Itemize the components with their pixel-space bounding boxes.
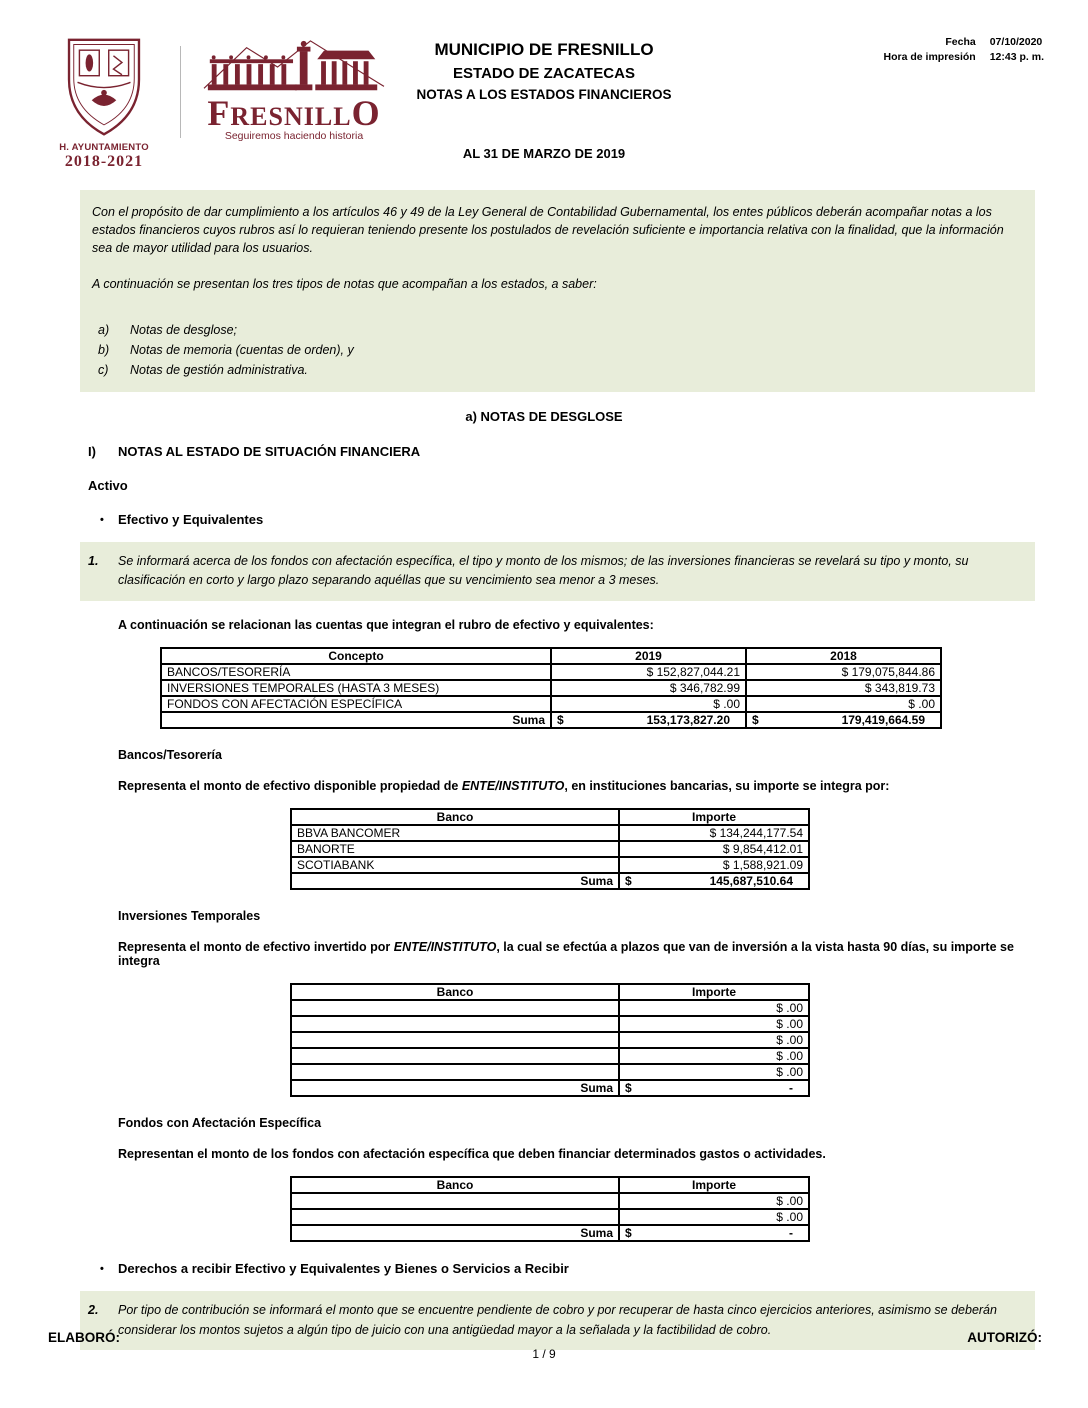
- desc-text: , la cual se efectúa a plazos que van de inversión a la vista hasta 90 días, su importe se integra: [118, 939, 1014, 968]
- intro-paragraph-2: A continuación se presentan los tres tipos de notas que acompañan a los estados, a saber:: [92, 277, 597, 292]
- currency-symbol: $: [557, 712, 564, 727]
- cell-2018: $ .00: [746, 696, 941, 712]
- document-title: MUNICIPIO DE FRESNILLO: [434, 40, 654, 59]
- wordmark-letter: O: [351, 93, 381, 133]
- fecha-value: 07/10/2020: [989, 36, 1043, 48]
- suma-value: 145,687,510.64: [709, 873, 793, 888]
- suma-importe: [619, 1225, 809, 1241]
- table-row: [291, 825, 809, 841]
- cell-importe: $ 134,244,177.54: [619, 825, 809, 841]
- cell-banco: [291, 1048, 619, 1064]
- suma-importe: [619, 1080, 809, 1096]
- note-number: 2.: [88, 1303, 99, 1318]
- cell-banco: [291, 1016, 619, 1032]
- fondos-afectacion-heading: Fondos con Afectación Específica: [118, 1115, 322, 1130]
- list-text: Notas de gestión administrativa.: [130, 362, 308, 377]
- desc-text: Representa el monto de efectivo invertido por: [118, 939, 394, 954]
- cell-importe: $ .00: [619, 1032, 809, 1048]
- column-header-importe: Importe: [619, 984, 809, 1000]
- column-header-2019: 2019: [551, 648, 746, 664]
- document-subtitle-state: ESTADO DE ZACATECAS: [453, 65, 635, 82]
- table-row: [291, 1032, 809, 1048]
- table-header-row: [291, 1177, 809, 1193]
- cell-importe: $ 1,588,921.09: [619, 857, 809, 873]
- cell-importe: $ .00: [619, 1193, 809, 1209]
- table-row: [291, 1016, 809, 1032]
- table-suma-row: [291, 873, 809, 889]
- note-text: Por tipo de contribución se informará el monto que se encuentre pendiente de cobro y por recuperar de hasta cinco ejercicios anteriores, asimismo se deberán considerar los montos sujetos a algún tipo de juicio con una antigüedad mayor a la señalada y la factibilidad de cobro.: [118, 1303, 997, 1337]
- intro-highlight-block: [80, 190, 1035, 392]
- currency-symbol: $: [625, 1225, 632, 1240]
- inversiones-table: [290, 983, 810, 1097]
- desc-text: , en instituciones bancarias, su importe se integra por:: [564, 778, 890, 793]
- table-row: [291, 1048, 809, 1064]
- bancos-table: [290, 808, 810, 890]
- table-row: [161, 680, 941, 696]
- cell-2018: $ 343,819.73: [746, 680, 941, 696]
- derechos-recibir-bullet: [100, 1261, 1035, 1278]
- desc-text: Representa el monto de efectivo disponible propiedad de: [118, 778, 462, 793]
- cell-importe: $ .00: [619, 1000, 809, 1016]
- note-text: Se informará acerca de los fondos con afectación específica, el tipo y monto de los mismos; de las inversiones financieras se revelará su tipo y monto, su clasificación en corto y largo plazo separando aquéllas que su vencimiento sea menor a 3 meses.: [118, 554, 969, 588]
- cell-2019: $ 152,827,044.21: [551, 664, 746, 680]
- table-row: [291, 1064, 809, 1080]
- cell-concepto: BANCOS/TESORERÍA: [161, 664, 551, 680]
- ayuntamiento-years: 2018-2021: [64, 153, 144, 170]
- suma-label: Suma: [291, 1080, 619, 1096]
- section-title-desglose: a) NOTAS DE DESGLOSE: [465, 408, 623, 424]
- list-text: Notas de memoria (cuentas de orden), y: [130, 342, 354, 357]
- fresnillo-wordmark: [194, 93, 394, 133]
- suma-value: 179,419,664.59: [841, 712, 925, 727]
- list-marker: c): [98, 362, 109, 377]
- intro-paragraph-1: Con el propósito de dar cumplimiento a los artículos 46 y 49 de la Ley General de Contabilidad Gubernamental, los entes públicos deberán acompañar notas a los estados financieros cuyos rubros así lo requieran teniendo presente los postulados de revelación suficiente e importancia relativa con la finalidad, que la información sea de mayor utilidad para los usuarios.: [92, 205, 1004, 256]
- column-header-banco: Banco: [291, 809, 619, 825]
- suma-label: Suma: [291, 873, 619, 889]
- cell-2019: $ 346,782.99: [551, 680, 746, 696]
- bullet-label: Derechos a recibir Efectivo y Equivalentes y Bienes o Servicios a Recibir: [118, 1260, 569, 1276]
- list-marker: a): [98, 322, 110, 337]
- cell-concepto: FONDOS CON AFECTACIÓN ESPECÍFICA: [161, 696, 551, 712]
- table-header-row: [161, 648, 941, 664]
- ente-instituto-emphasis: ENTE/INSTITUTO: [393, 939, 497, 954]
- bancos-description: [118, 779, 1048, 793]
- table-header-row: [291, 984, 809, 1000]
- section-title: NOTAS AL ESTADO DE SITUACIÓN FINANCIERA: [118, 443, 421, 459]
- bullet-icon: •: [100, 1262, 104, 1275]
- print-info: [884, 36, 1044, 63]
- currency-symbol: $: [625, 873, 632, 888]
- inversiones-temporales-heading: Inversiones Temporales: [118, 908, 261, 923]
- report-date-line: AL 31 DE MARZO DE 2019: [462, 146, 626, 161]
- suma-importe: [619, 873, 809, 889]
- suma-2019: [551, 712, 746, 728]
- suma-2018: [746, 712, 941, 728]
- table-suma-row: [291, 1080, 809, 1096]
- ente-instituto-emphasis: ENTE/INSTITUTO: [461, 778, 565, 793]
- cell-importe: $ .00: [619, 1209, 809, 1225]
- section-situacion-financiera: [88, 444, 1035, 459]
- inversiones-description: [118, 940, 1048, 968]
- suma-value: 153,173,827.20: [646, 712, 730, 727]
- suma-value: -: [789, 1225, 793, 1240]
- cell-banco: [291, 1064, 619, 1080]
- cell-banco: [291, 1193, 619, 1209]
- cell-banco: [291, 1209, 619, 1225]
- note-number: 1.: [88, 554, 99, 568]
- table-row: [161, 696, 941, 712]
- table-row: [291, 1209, 809, 1225]
- table-suma-row: [291, 1225, 809, 1241]
- column-header-importe: Importe: [619, 809, 809, 825]
- wordmark-letter: F: [207, 93, 231, 133]
- table-row: [291, 841, 809, 857]
- cell-importe: $ 9,854,412.01: [619, 841, 809, 857]
- hora-impresion-value: 12:43 p. m.: [989, 51, 1044, 63]
- bullet-label: Efectivo y Equivalentes: [118, 511, 264, 527]
- cell-banco: BBVA BANCOMER: [291, 825, 619, 841]
- column-header-2018: 2018: [746, 648, 941, 664]
- efectivo-equivalentes-table: [160, 647, 942, 729]
- table-row: [291, 857, 809, 873]
- fondos-table: [290, 1176, 810, 1242]
- bullet-icon: •: [100, 513, 104, 526]
- list-item: [92, 340, 1023, 360]
- ayuntamiento-label: H. AYUNTAMIENTO: [59, 142, 149, 153]
- note-2: [80, 1291, 1035, 1350]
- column-header-banco: Banco: [291, 984, 619, 1000]
- list-item: [92, 360, 1023, 380]
- cell-banco: SCOTIABANK: [291, 857, 619, 873]
- bancos-tesoreria-heading: Bancos/Tesorería: [118, 747, 222, 762]
- wordmark-letters: RESNILL: [230, 102, 352, 131]
- hora-impresion-label: Hora de impresión: [883, 51, 976, 63]
- table-header-row: [291, 809, 809, 825]
- cell-banco: BANORTE: [291, 841, 619, 857]
- table-row: [161, 664, 941, 680]
- activo-heading: Activo: [88, 477, 128, 493]
- list-marker: b): [98, 342, 110, 357]
- suma-value: -: [789, 1080, 793, 1095]
- list-item: [92, 320, 1023, 340]
- page-header: [0, 0, 1088, 176]
- cell-banco: [291, 1032, 619, 1048]
- column-header-concepto: Concepto: [161, 648, 551, 664]
- page-number: 1 / 9: [532, 1347, 556, 1361]
- column-header-banco: Banco: [291, 1177, 619, 1193]
- cell-importe: $ .00: [619, 1064, 809, 1080]
- note-1: [80, 542, 1035, 601]
- autorizo-label: AUTORIZÓ:: [967, 1330, 1042, 1345]
- cell-banco: [291, 1000, 619, 1016]
- cell-importe: $ .00: [619, 1016, 809, 1032]
- fresnillo-tagline: Seguiremos haciendo historia: [224, 129, 364, 142]
- fecha-label: Fecha: [945, 36, 976, 48]
- cell-2019: $ .00: [551, 696, 746, 712]
- currency-symbol: $: [625, 1080, 632, 1095]
- efectivo-intro-line: A continuación se relacionan las cuentas que integran el rubro de efectivo y equivalentes:: [118, 617, 654, 632]
- currency-symbol: $: [752, 712, 759, 727]
- section-marker: I): [88, 443, 96, 459]
- cell-concepto: INVERSIONES TEMPORALES (HASTA 3 MESES): [161, 680, 551, 696]
- table-row: [291, 1193, 809, 1209]
- list-text: Notas de desglose;: [130, 322, 238, 337]
- table-suma-row: [161, 712, 941, 728]
- cell-importe: $ .00: [619, 1048, 809, 1064]
- suma-label: Suma: [291, 1225, 619, 1241]
- table-row: [291, 1000, 809, 1016]
- elaboro-label: ELABORÓ:: [48, 1330, 120, 1345]
- suma-label: Suma: [161, 712, 551, 728]
- efectivo-equivalentes-bullet: [100, 512, 1035, 529]
- document-subtitle-notes: NOTAS A LOS ESTADOS FINANCIEROS: [416, 87, 672, 102]
- column-header-importe: Importe: [619, 1177, 809, 1193]
- fondos-description: Representan el monto de los fondos con afectación específica que deben financiar determinados gastos o actividades.: [118, 1146, 826, 1161]
- cell-2018: $ 179,075,844.86: [746, 664, 941, 680]
